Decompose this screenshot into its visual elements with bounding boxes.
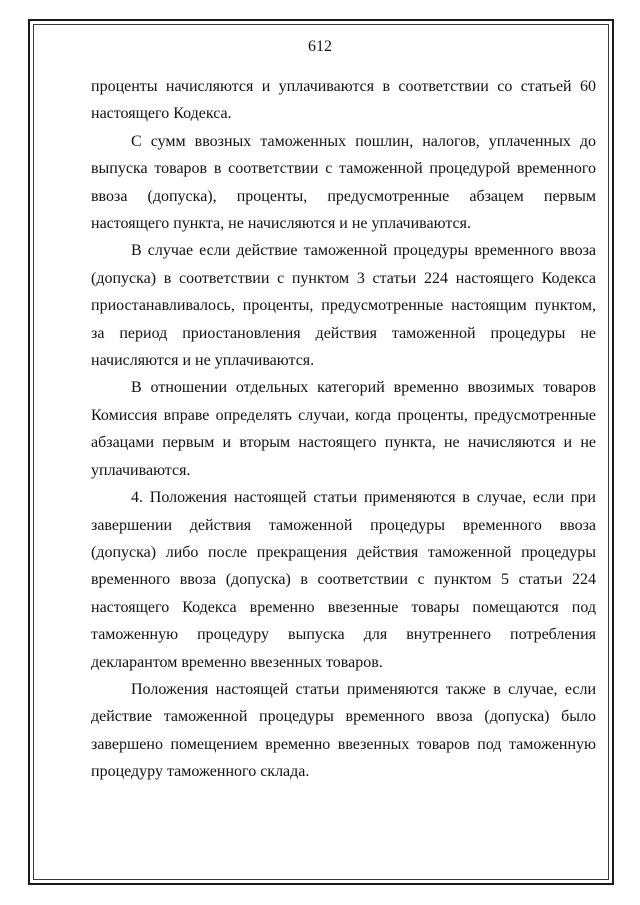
page-number: 612 [308, 38, 332, 55]
paragraph: В отношении отдельных категорий временно ввозимых товаров Комиссия вправе определять случаи, когда проценты, предусмотренные абзацами первым и вторым настоящего пункта, не начисляются и не уплачиваются. [91, 379, 596, 479]
paragraph-continuation: проценты начисляются и уплачиваются в соответствии со статьей 60 настоящего Кодекса. [91, 78, 596, 123]
paragraph: С сумм ввозных таможенных пошлин, налогов, уплаченных до выпуска товаров в соответствии с таможенной процедурой временного ввоза (допуска), проценты, предусмотренные абзацем первым настоящего пункта, не начисляются и не уплачиваются. [91, 132, 596, 233]
paragraph: В случае если действие таможенной процедуры временного ввоза (допуска) в соответствии с пунктом 3 статьи 224 настоящего Кодекса приостанавливалось, проценты, предусмотренные настоящим пунктом, за период приостановления действия таможенной процедуры не начисляются и не уплачиваются. [91, 242, 596, 370]
document-body [91, 73, 596, 786]
paragraph-item-4: 4. Положения настоящей статьи применяются в случае, если при завершении действия таможенной процедуры временного ввоза (допуска) либо после прекращения действия таможенной процедуры временного ввоза (допуска) в соответствии с пунктом 5 статьи 224 настоящего Кодекса временно ввезенные товары помещаются под таможенную процедуру выпуска для внутреннего потребления декларантом временно ввезенных товаров. [91, 489, 596, 671]
paragraph: Положения настоящей статьи применяются также в случае, если действие таможенной процедуры временного ввоза (допуска) было завершено помещением временно ввезенных товаров под таможенную процедуру таможенного склада. [91, 680, 596, 781]
